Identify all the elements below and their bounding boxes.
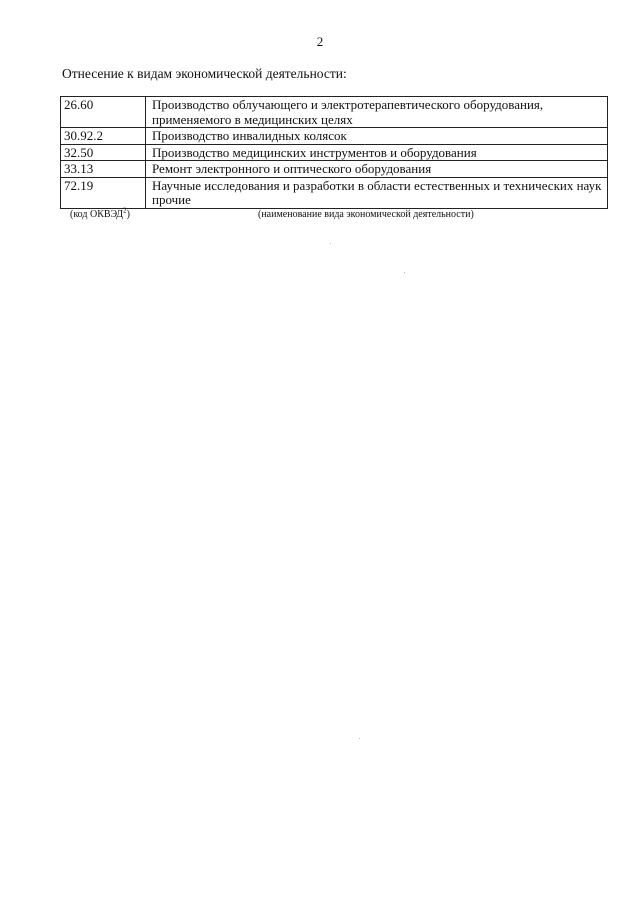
- table-row: [61, 161, 608, 178]
- name-column-caption: (наименование вида экономической деятельности): [258, 209, 474, 220]
- okved-table: [60, 96, 608, 209]
- code-caption-close: ): [126, 209, 130, 220]
- activity-name-line: применяемого в медицинских целях: [152, 111, 353, 127]
- page-number: 2: [316, 34, 324, 49]
- okved-code: 72.19: [61, 177, 146, 208]
- okved-code: 26.60: [61, 97, 146, 128]
- footnote-mark: 2: [123, 206, 127, 215]
- scan-speck: [359, 738, 360, 739]
- code-caption-text: (код ОКВЭД: [70, 209, 124, 220]
- table-row: [61, 128, 608, 145]
- okved-code: 32.50: [61, 144, 146, 161]
- activity-name-line: Производство медицинских инструментов и оборудования: [152, 144, 477, 160]
- scan-speck: [330, 243, 331, 244]
- scan-speck: [404, 272, 405, 273]
- activity-name-line: Производство инвалидных колясок: [152, 128, 347, 143]
- activity-name-line: Ремонт электронного и оптического оборудования: [152, 161, 432, 176]
- okved-code: 33.13: [61, 161, 146, 178]
- activity-name: [146, 161, 608, 178]
- table-row: [61, 177, 608, 208]
- activity-name: [146, 144, 608, 161]
- activity-name-line: Производство облучающего и электротерапевтического оборудования,: [152, 97, 544, 112]
- section-heading: Отнесение к видам экономической деятельности:: [62, 66, 347, 81]
- code-column-caption: [70, 206, 130, 220]
- activity-name: [146, 97, 608, 128]
- activity-name: [146, 128, 608, 145]
- activity-name-line: прочие: [152, 192, 191, 207]
- table-row: [61, 144, 608, 161]
- okved-code: 30.92.2: [61, 128, 146, 145]
- activity-name-line: Научные исследования и разработки в области естественных и технических наук: [152, 177, 602, 193]
- table-row: [61, 97, 608, 128]
- activity-name: [146, 177, 608, 208]
